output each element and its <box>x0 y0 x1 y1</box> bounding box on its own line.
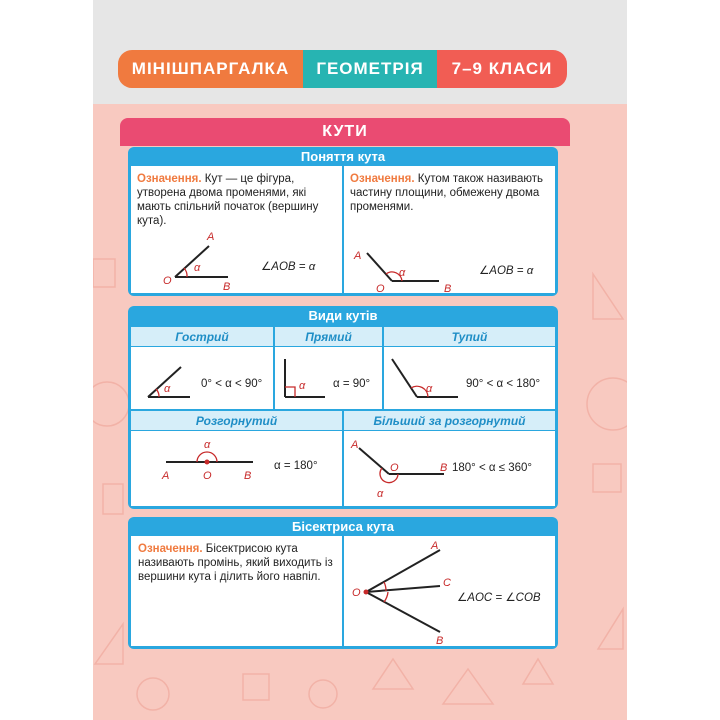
acute-panel <box>131 347 273 409</box>
bisector-diagram-panel <box>344 536 555 646</box>
definition-body: Кут — це фігура, утворена двома променями, які мають спільний початок (вершину кута). <box>137 173 319 227</box>
label-alpha: α <box>426 383 433 395</box>
ray-oa <box>175 246 209 277</box>
label-alpha: α <box>164 383 171 395</box>
label-b: B <box>444 283 452 293</box>
straight-diagram <box>131 431 342 506</box>
definition-keyword: Означення. <box>137 173 202 185</box>
bisector-diagram <box>344 536 555 646</box>
formula: ∠AOC = ∠COB <box>457 592 541 604</box>
label-o: O <box>203 470 212 482</box>
series-label: МІНІШПАРГАЛКА <box>118 50 303 88</box>
reflex-heading: Більший за розгорнутий <box>344 411 555 430</box>
right-angle-mark <box>285 387 295 397</box>
label-alpha: α <box>194 262 201 274</box>
concept-left-panel <box>131 166 342 293</box>
vertex-point <box>364 590 369 595</box>
section-angle-types <box>128 306 558 509</box>
label-b: B <box>440 462 448 474</box>
definition-text <box>138 542 338 584</box>
vertex-point <box>205 460 210 465</box>
formula: α = 90° <box>333 378 371 390</box>
label-b: B <box>436 635 444 646</box>
definition-body: Бісектрисою кута називають промінь, який виходить із вершини кута і ділить його навпіл. <box>138 543 333 583</box>
concept-right-panel <box>344 166 555 293</box>
label-a: A <box>354 250 362 262</box>
label-alpha: α <box>204 439 211 451</box>
definition-text <box>137 172 337 228</box>
section-title: Бісектриса кута <box>292 519 394 534</box>
label-o: O <box>163 275 172 287</box>
angle-arc-bottom <box>384 592 388 602</box>
page-title: КУТИ <box>120 118 570 146</box>
section-concept <box>128 147 558 296</box>
label-o: O <box>376 283 385 293</box>
label-a: A <box>351 439 359 451</box>
bisector-definition-panel <box>131 536 342 646</box>
formula: ∠AOB = α <box>261 261 316 273</box>
label-alpha: α <box>399 267 406 279</box>
label-alpha: α <box>377 488 384 500</box>
formula: 180° < α ≤ 360° <box>452 462 533 474</box>
section-bisector <box>128 517 558 649</box>
definition-text <box>350 172 550 214</box>
grades-label: 7–9 КЛАСИ <box>437 50 567 88</box>
acute-heading: Гострий <box>131 327 273 346</box>
definition-body: Кутом також називають частину площини, обмежену двома променями. <box>350 173 544 213</box>
label-c: C <box>443 577 451 589</box>
label-o: O <box>352 587 361 599</box>
reflex-diagram <box>344 431 555 506</box>
definition-keyword: Означення. <box>350 173 415 185</box>
angle-arc <box>156 389 159 397</box>
straight-panel <box>131 431 342 506</box>
angle-diagram <box>344 226 555 293</box>
right-angle-diagram <box>275 347 382 409</box>
obtuse-diagram <box>384 347 555 409</box>
label-alpha: α <box>299 380 306 392</box>
label-a: A <box>431 540 439 552</box>
angle-diagram <box>131 226 342 293</box>
label-b: B <box>223 281 231 293</box>
formula: 90° < α < 180° <box>466 378 541 390</box>
section-title: Види кутів <box>308 308 378 323</box>
right-angle-panel <box>275 347 382 409</box>
angle-arc <box>184 268 187 277</box>
straight-heading: Розгорнутий <box>131 411 342 430</box>
formula: α = 180° <box>274 460 318 472</box>
obtuse-heading: Тупий <box>384 327 555 346</box>
ray-oa <box>367 253 392 281</box>
obtuse-panel <box>384 347 555 409</box>
formula: ∠AOB = α <box>479 265 534 277</box>
reflex-panel <box>344 431 555 506</box>
section-title: Поняття кута <box>300 149 386 164</box>
definition-keyword: Означення. <box>138 543 203 555</box>
label-b: B <box>244 470 252 482</box>
acute-diagram <box>131 347 273 409</box>
subject-label: ГЕОМЕТРІЯ <box>303 50 437 88</box>
label-a: A <box>162 470 170 482</box>
label-o: O <box>390 462 399 474</box>
label-a: A <box>207 231 215 243</box>
formula: 0° < α < 90° <box>201 378 263 390</box>
right-angle-heading: Прямий <box>275 327 382 346</box>
